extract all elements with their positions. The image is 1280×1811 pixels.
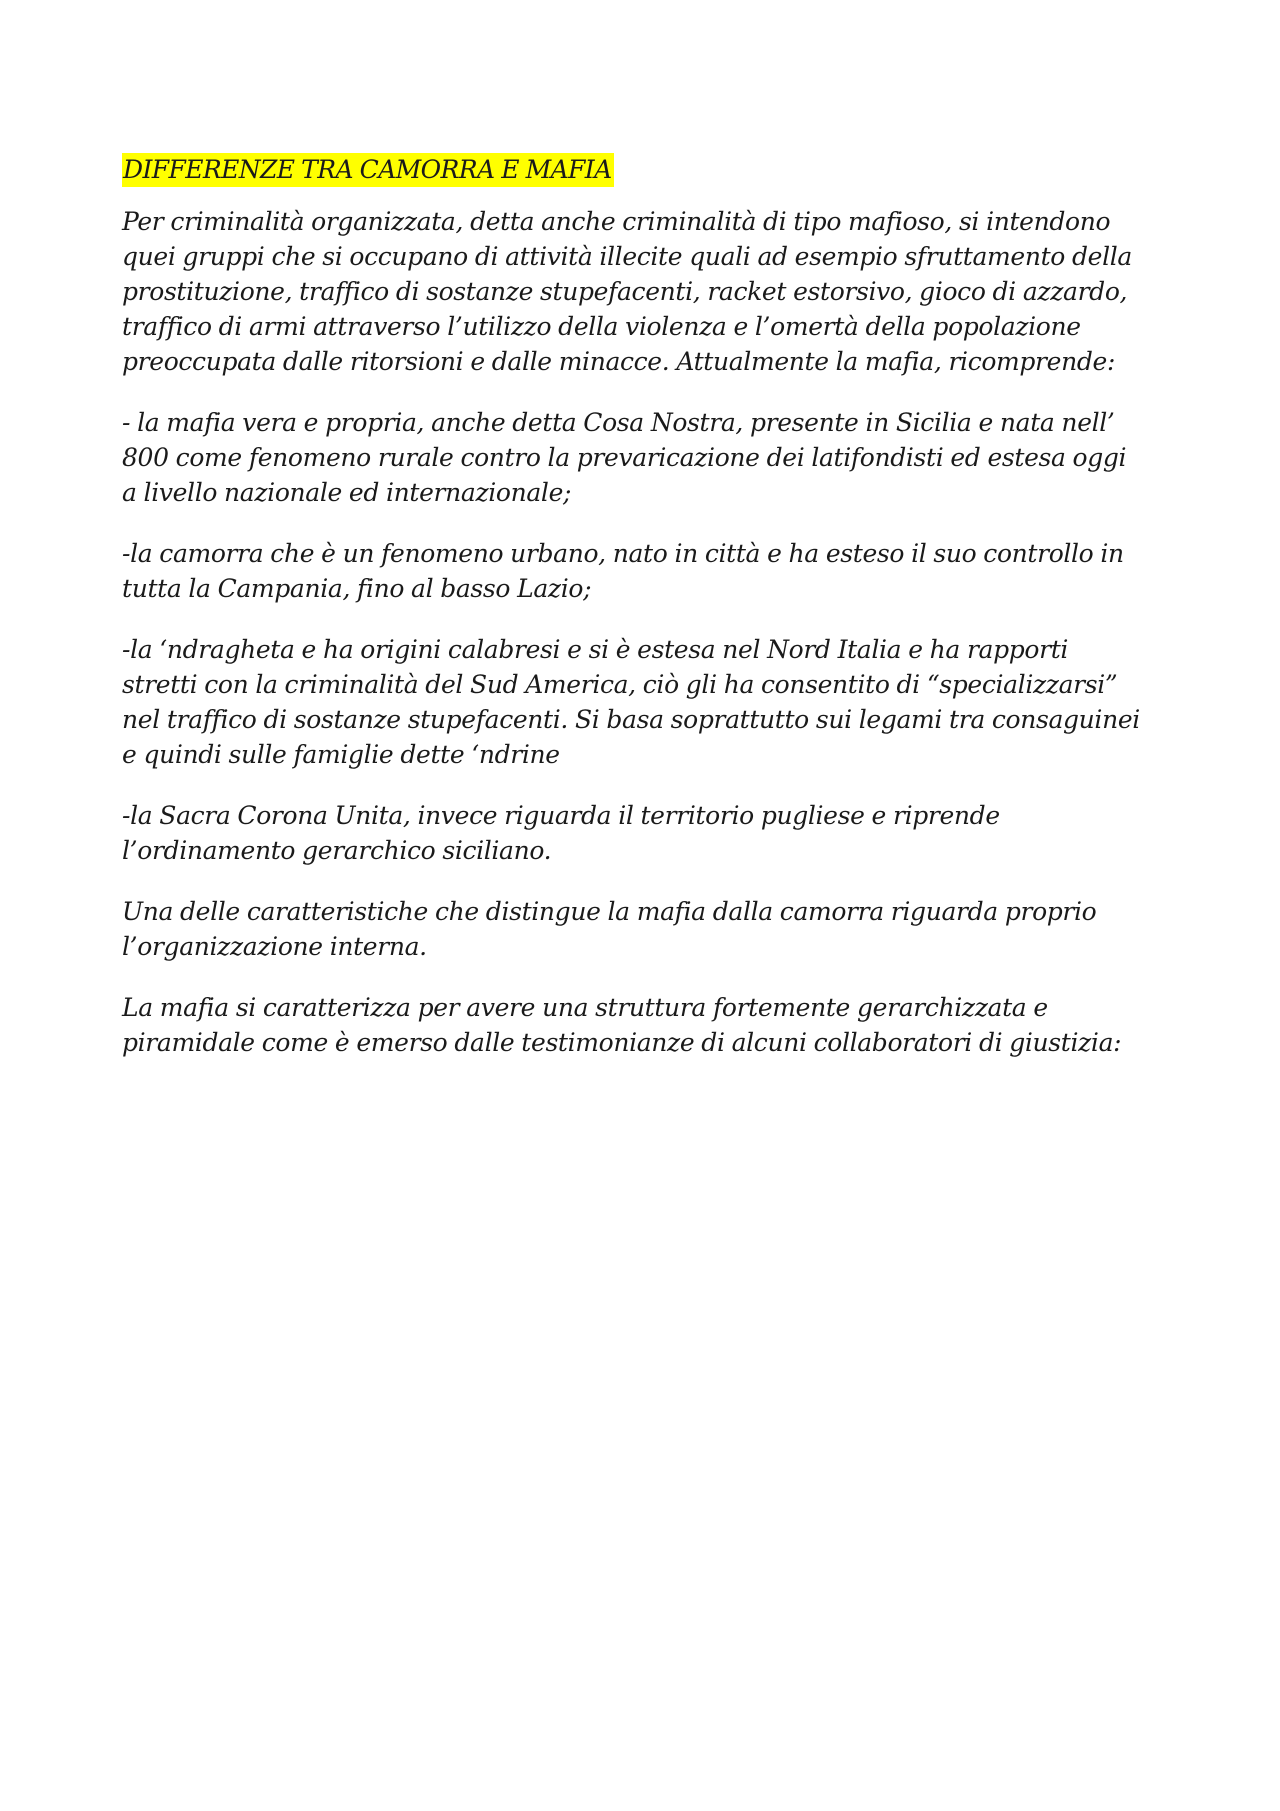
paragraph-camorra: [122, 536, 1182, 606]
paragraph-line: - la mafia vera e propria, anche detta Cosa Nostra, presente in Sicilia e nata nell’: [122, 408, 1115, 437]
paragraph-line: Per criminalità organizzata, detta anche criminalità di tipo mafioso, si intendono: [122, 207, 1111, 236]
paragraph-line: quei gruppi che si occupano di attività illecite quali ad esempio sfruttamento della: [122, 242, 1132, 271]
document-title: DIFFERENZE TRA CAMORRA E MAFIA: [122, 153, 614, 187]
paragraph-line: prostituzione, traffico di sostanze stupefacenti, racket estorsivo, gioco di azzardo,: [122, 277, 1128, 306]
paragraph-line: -la ‘ndragheta e ha origini calabresi e si è estesa nel Nord Italia e ha rapporti: [122, 635, 1069, 664]
document-body: [122, 152, 1182, 1086]
paragraph-line: 800 come fenomeno rurale contro la prevaricazione dei latifondisti ed estesa oggi: [122, 443, 1127, 472]
paragraph-line: -la camorra che è un fenomeno urbano, nato in città e ha esteso il suo controllo in: [122, 539, 1124, 568]
paragraph-cosa-nostra: [122, 405, 1182, 510]
paragraph-line: traffico di armi attraverso l’utilizzo della violenza e l’omertà della popolazione: [122, 312, 1081, 341]
paragraph-line: l’ordinamento gerarchico siciliano.: [122, 836, 552, 865]
paragraph-line: preoccupata dalle ritorsioni e dalle minacce. Attualmente la mafia, ricomprende:: [122, 347, 1116, 376]
paragraph-struttura: [122, 990, 1182, 1060]
paragraph-ndrangheta: [122, 632, 1182, 772]
paragraph-line: stretti con la criminalità del Sud America, ciò gli ha consentito di “specializzarsi”: [122, 670, 1118, 699]
paragraph-sacra-corona-unita: [122, 798, 1182, 868]
paragraph-line: nel traffico di sostanze stupefacenti. Si basa soprattutto sui legami tra consaguinei: [122, 705, 1140, 734]
paragraph-organizzazione: [122, 894, 1182, 964]
paragraph-line: Una delle caratteristiche che distingue la mafia dalla camorra riguarda proprio: [122, 897, 1097, 926]
paragraph-line: l’organizzazione interna.: [122, 932, 427, 961]
paragraph-line: La mafia si caratterizza per avere una struttura fortemente gerarchizzata e: [122, 993, 1048, 1022]
paragraph-intro: [122, 204, 1182, 379]
title-line: [122, 152, 1182, 188]
paragraph-line: piramidale come è emerso dalle testimonianze di alcuni collaboratori di giustizia:: [122, 1028, 1122, 1057]
paragraph-line: e quindi sulle famiglie dette ‘ndrine: [122, 740, 560, 769]
paragraph-line: a livello nazionale ed internazionale;: [122, 478, 572, 507]
paragraph-line: -la Sacra Corona Unita, invece riguarda il territorio pugliese e riprende: [122, 801, 1000, 830]
paragraph-line: tutta la Campania, fino al basso Lazio;: [122, 574, 592, 603]
